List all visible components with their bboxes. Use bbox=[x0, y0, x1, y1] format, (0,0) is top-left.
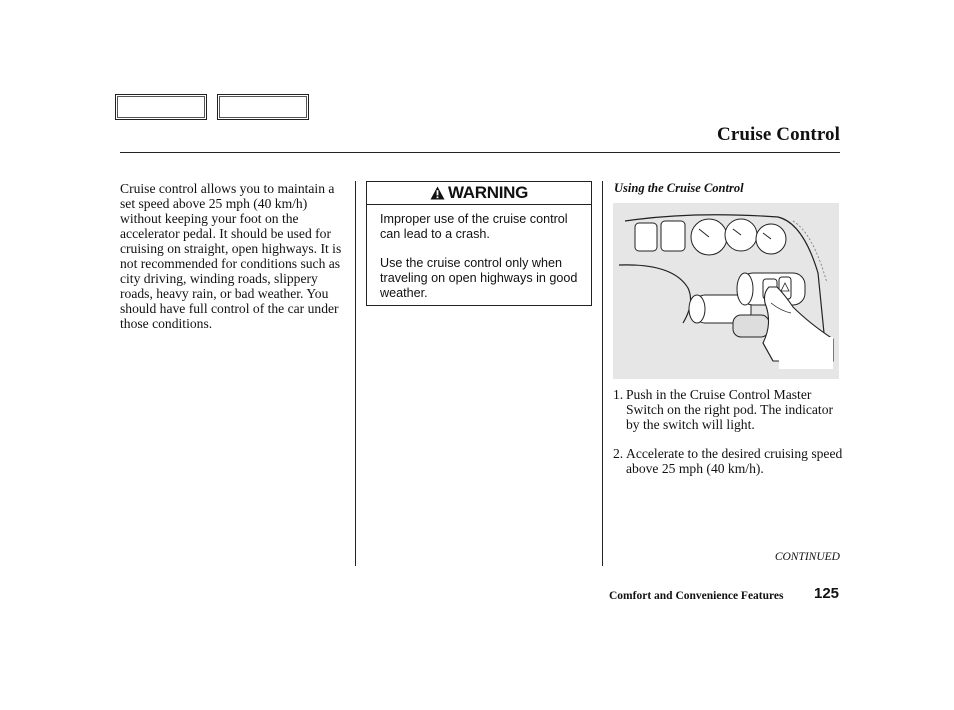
warning-box bbox=[366, 181, 592, 306]
list-item bbox=[613, 446, 843, 476]
figure-caption: Using the Cruise Control bbox=[614, 181, 744, 195]
warning-label: WARNING bbox=[447, 183, 529, 202]
warning-text: Use the cruise control only when traveling on open highways in good weather. bbox=[380, 256, 578, 300]
step-number: 1. bbox=[613, 387, 624, 402]
instruction-steps bbox=[613, 387, 843, 490]
page-number: 125 bbox=[814, 585, 840, 602]
list-item bbox=[613, 387, 843, 432]
warning-header bbox=[367, 182, 591, 205]
warning-triangle-icon bbox=[430, 186, 445, 200]
intro-paragraph: Cruise control allows you to maintain a set speed above 25 mph (40 km/h) without keeping your foot on the accelerator pedal. It should be used for cruising on straight, open highways. It is not recommended for conditions such as city driving, winding roads, slippery roads, heavy rain, or bad weather. You should have full control of the car under those conditions. bbox=[120, 181, 342, 331]
cruise-control-illustration bbox=[613, 203, 839, 379]
footer-section-title: Comfort and Convenience Features bbox=[609, 590, 784, 602]
dashboard-illustration-icon bbox=[613, 203, 839, 379]
column-divider-left bbox=[355, 181, 356, 566]
nav-button-next[interactable] bbox=[217, 94, 309, 120]
step-text: Push in the Cruise Control Master Switch on the right pod. The indicator by the switch will light. bbox=[626, 387, 834, 432]
nav-button-previous[interactable] bbox=[115, 94, 207, 120]
title-divider bbox=[120, 152, 840, 153]
step-number: 2. bbox=[613, 446, 624, 461]
continued-label: CONTINUED bbox=[774, 551, 840, 563]
warning-text: Improper use of the cruise control can lead to a crash. bbox=[380, 212, 568, 241]
step-text: Accelerate to the desired cruising speed above 25 mph (40 km/h). bbox=[626, 446, 843, 476]
warning-body bbox=[367, 205, 591, 301]
column-divider-right bbox=[602, 181, 603, 566]
page-title: Cruise Control bbox=[717, 124, 840, 145]
